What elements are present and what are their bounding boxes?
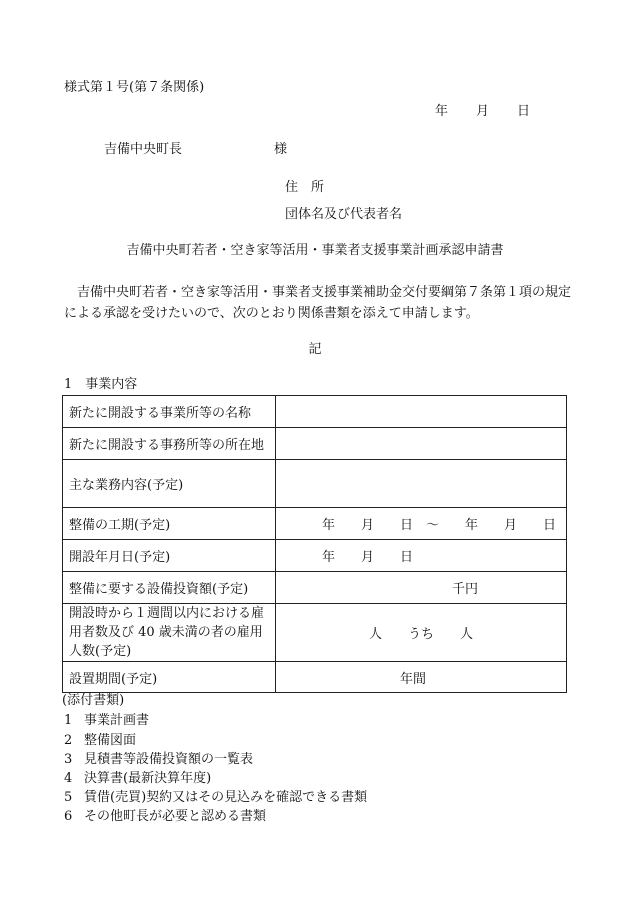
group-representative-label: 団体名及び代表者名 [285, 207, 403, 222]
business-content-table [62, 395, 567, 693]
attachment-text: 賃借(売買)契約又はその見込みを確認できる書類 [84, 790, 368, 805]
office-location-field[interactable] [276, 428, 567, 460]
construction-period-label: 整備の工期(予定) [63, 508, 276, 540]
table-row [63, 508, 567, 540]
employees-label: 開設時から１週間以内における雇用者数及び 40 歳未満の者の雇用人数(予定) [63, 604, 276, 662]
installation-period-field[interactable]: 年間 [276, 662, 567, 693]
date-year: 年 [435, 104, 449, 119]
table-row [63, 460, 567, 508]
attachment-number: 3 [64, 752, 73, 767]
attachment-text: 事業計画書 [84, 713, 150, 728]
list-item [64, 713, 149, 729]
list-item [64, 752, 253, 768]
attachment-number: 5 [64, 790, 73, 805]
attachments-heading: (添付書類) [62, 693, 125, 708]
addressee: 吉備中央町長 [104, 142, 183, 157]
date-day: 日 [517, 104, 531, 119]
opening-date-field[interactable]: 年 月 日 [276, 540, 567, 572]
section-business-content: 1 事業内容 [64, 377, 138, 392]
business-content-label: 主な業務内容(予定) [63, 460, 276, 508]
table-row [63, 604, 567, 662]
body-paragraph: 吉備中央町若者・空き家等活用・事業者支援事業補助金交付要綱第７条第１項の規定による承認を受けたいので、次のとおり関係書類を添えて申請します。 [64, 285, 572, 321]
construction-period-field[interactable]: 年 月 日 ～ 年 月 日 [276, 508, 567, 540]
list-item [64, 790, 367, 806]
opening-date-label: 開設年月日(予定) [63, 540, 276, 572]
document-title: 吉備中央町若者・空き家等活用・事業者支援事業計画承認申請書 [126, 243, 504, 258]
attachment-text: 整備図面 [84, 733, 137, 748]
date-line [435, 104, 530, 120]
attachment-text: 決算書(最新決算年度) [84, 771, 212, 786]
installation-period-label: 設置期間(予定) [63, 662, 276, 693]
address-label: 住 所 [285, 180, 325, 195]
office-name-label: 新たに開設する事業所等の名称 [63, 396, 276, 428]
attachment-text: 見積書等設備投資額の一覧表 [84, 752, 254, 767]
table-row [63, 540, 567, 572]
investment-amount-field[interactable]: 千円 [276, 572, 567, 604]
business-content-field[interactable] [276, 460, 567, 508]
ki-heading: 記 [308, 342, 322, 357]
table-row [63, 396, 567, 428]
attachment-number: 6 [64, 809, 73, 824]
attachment-number: 4 [64, 771, 73, 786]
list-item [64, 733, 136, 749]
office-name-field[interactable] [276, 396, 567, 428]
table-row [63, 428, 567, 460]
attachment-number: 1 [64, 713, 73, 728]
attachment-text: その他町長が必要と認める書類 [84, 809, 267, 824]
table-row [63, 662, 567, 693]
office-location-label: 新たに開設する事務所等の所在地 [63, 428, 276, 460]
form-number: 様式第１号(第７条関係) [64, 80, 205, 95]
list-item [64, 809, 266, 825]
list-item [64, 771, 211, 787]
employees-field[interactable]: 人 うち 人 [276, 604, 567, 662]
attachment-number: 2 [64, 733, 73, 748]
honorific: 様 [274, 142, 288, 157]
table-row [63, 572, 567, 604]
investment-amount-label: 整備に要する設備投資額(予定) [63, 572, 276, 604]
date-month: 月 [476, 104, 490, 119]
